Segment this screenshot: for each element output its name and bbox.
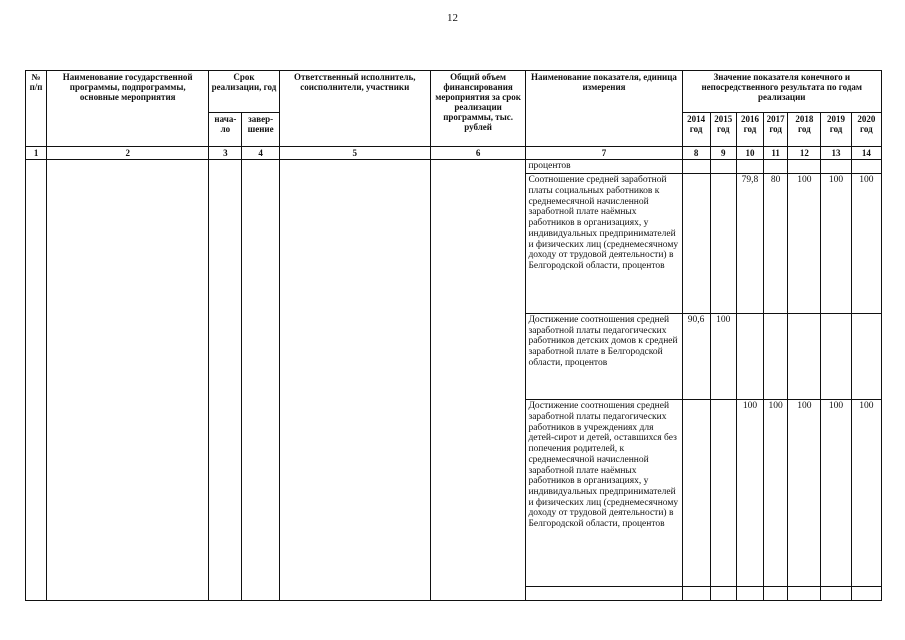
value-2018 <box>788 160 821 174</box>
header-col-executor: Ответственный исполнитель, соисполнители, участники <box>279 71 430 147</box>
column-number: 10 <box>736 147 763 160</box>
column-number: 13 <box>821 147 851 160</box>
value-2019 <box>821 313 851 399</box>
header-col-period: Срок реализации, год <box>209 71 279 113</box>
value-2015 <box>710 174 736 314</box>
value-2014 <box>682 400 710 587</box>
value-2019 <box>821 586 851 600</box>
value-2016: 100 <box>736 400 763 587</box>
header-col-program-name: Наименование государственной программы, подпрограммы, основные мероприятия <box>47 71 209 147</box>
column-number: 4 <box>242 147 279 160</box>
column-number: 9 <box>710 147 736 160</box>
column-number: 1 <box>26 147 47 160</box>
value-2015: 100 <box>710 313 736 399</box>
value-2017 <box>764 313 788 399</box>
cell-executor <box>279 160 430 601</box>
value-2018: 100 <box>788 400 821 587</box>
value-2016 <box>736 313 763 399</box>
value-2017 <box>764 160 788 174</box>
header-col-indicator: Наименование показателя, единица измерения <box>526 71 682 147</box>
value-2020 <box>851 586 881 600</box>
column-number: 3 <box>209 147 242 160</box>
header-year-2014: 2014 год <box>682 113 710 147</box>
column-number: 14 <box>851 147 881 160</box>
value-2014 <box>682 174 710 314</box>
value-2020 <box>851 313 881 399</box>
cell-start <box>209 160 242 601</box>
table-row <box>26 160 882 174</box>
cell-end <box>242 160 279 601</box>
column-number: 5 <box>279 147 430 160</box>
column-number: 12 <box>788 147 821 160</box>
header-year-2015: 2015 год <box>710 113 736 147</box>
column-number: 2 <box>47 147 209 160</box>
header-year-2018: 2018 год <box>788 113 821 147</box>
header-col-end: завер-шение <box>242 113 279 147</box>
value-2020 <box>851 160 881 174</box>
header-row-1 <box>26 71 882 113</box>
value-2018: 100 <box>788 174 821 314</box>
cell-number <box>26 160 47 601</box>
cell-financing <box>430 160 526 601</box>
value-2016: 79,8 <box>736 174 763 314</box>
value-2017: 100 <box>764 400 788 587</box>
indicator-name: процентов <box>526 160 682 174</box>
header-values-group: Значение показателя конечного и непосредственного результата по годам реализации <box>682 71 881 113</box>
indicator-name <box>526 586 682 600</box>
header-col-number: № п/п <box>26 71 47 147</box>
value-2016 <box>736 160 763 174</box>
column-number: 7 <box>526 147 682 160</box>
value-2020: 100 <box>851 174 881 314</box>
value-2019 <box>821 160 851 174</box>
value-2020: 100 <box>851 400 881 587</box>
header-col-start: нача-ло <box>209 113 242 147</box>
indicator-name: Соотношение средней заработной платы социальных работников к среднемесячной начисленной заработной плате наёмных работников в организациях, у индивидуальных предпринимателей и физических лиц (среднемесячному доходу от трудовой деятельности) в Белгородской области, процентов <box>526 174 682 314</box>
cell-program-name <box>47 160 209 601</box>
indicator-name: Достижение соотношения средней заработной платы педагогических работников в учреждениях для детей-сирот и детей, оставшихся без попечения родителей, к среднемесячной начисленной заработной плате наёмных работников в организациях, у индивидуальных предпринимателей и физических лиц (среднемесячному доходу от трудовой деятельности) в Белгородской области, процентов <box>526 400 682 587</box>
header-year-2017: 2017 год <box>764 113 788 147</box>
value-2017 <box>764 586 788 600</box>
value-2017: 80 <box>764 174 788 314</box>
column-number-row <box>26 147 882 160</box>
header-col-financing: Общий объем финансирования мероприятия за срок реализации программы, тыс. рублей <box>430 71 526 147</box>
value-2018 <box>788 313 821 399</box>
value-2014 <box>682 160 710 174</box>
value-2015 <box>710 400 736 587</box>
header-year-2019: 2019 год <box>821 113 851 147</box>
value-2014: 90,6 <box>682 313 710 399</box>
value-2018 <box>788 586 821 600</box>
value-2014 <box>682 586 710 600</box>
column-number: 6 <box>430 147 526 160</box>
header-year-2020: 2020 год <box>851 113 881 147</box>
header-year-2016: 2016 год <box>736 113 763 147</box>
value-2015 <box>710 586 736 600</box>
value-2016 <box>736 586 763 600</box>
indicator-name: Достижение соотношения средней заработной платы педагогических работников детских домов к средней заработной плате в Белгородской области, процентов <box>526 313 682 399</box>
column-number: 8 <box>682 147 710 160</box>
value-2015 <box>710 160 736 174</box>
page-number: 12 <box>447 12 458 24</box>
column-number: 11 <box>764 147 788 160</box>
value-2019: 100 <box>821 174 851 314</box>
program-table <box>25 70 882 601</box>
value-2019: 100 <box>821 400 851 587</box>
